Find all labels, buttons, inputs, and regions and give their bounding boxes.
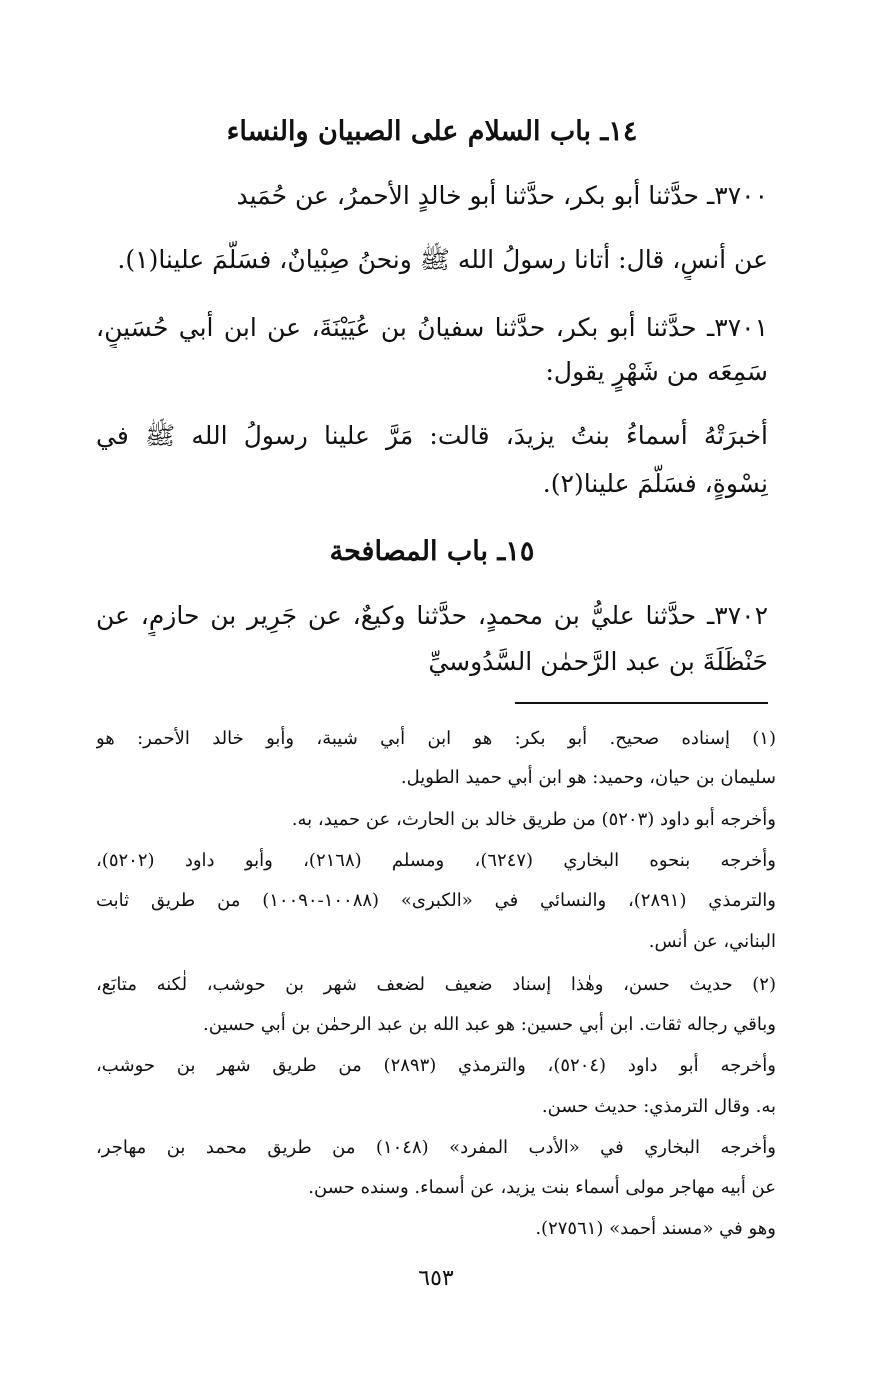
footnote-divider <box>515 702 768 704</box>
footnote-line: وأخرجه أبو داود (٥٢٠٣) من طريق خالد بن الحارث، عن حميد، به. <box>291 809 776 830</box>
chapter-heading-14: ١٤ـ باب السلام على الصبيان والنساء <box>226 116 638 147</box>
footnote-line: وهو في «مسند أحمد» (٢٧٥٦١). <box>535 1218 776 1239</box>
hadith-3702-line-1: ٣٧٠٢ـ حدَّثنا عليُّ بن محمدٍ، حدَّثنا وكيعٌ، عن جَرِير بن حازمٍ، عن <box>96 601 768 630</box>
footnote-line: (٢) حديث حسن، وهٰذا إسناد ضعيف لضعف شهر بن حوشب، لٰكنه متابَع، <box>96 974 776 995</box>
footnote-line: وأخرجه بنحوه البخاري (٦٢٤٧)، ومسلم (٢١٦٨)، وأبو داود (٥٢٠٢)، <box>96 850 776 871</box>
footnote-line: وأخرجه البخاري في «الأدب المفرد» (١٠٤٨) من طريق محمد بن مهاجر، <box>96 1137 776 1158</box>
footnote-line: والترمذي (٢٨٩١)، والنسائي في «الكبرى» (١٠٠٨٨-١٠٠٩٠) من طريق ثابت <box>96 890 776 911</box>
hadith-3700-line-2: عن أنسٍ، قال: أتانا رسولُ الله ﷺ ونحنُ صِبْيانٌ، فسَلَّمَ علينا(١). <box>117 245 768 274</box>
footnote-line: وأخرجه أبو داود (٥٢٠٤)، والترمذي (٢٨٩٣) من طريق شهر بن حوشب، <box>96 1055 776 1076</box>
chapter-heading-15: ١٥ـ باب المصافحة <box>329 536 535 567</box>
hadith-3701-line-1: ٣٧٠١ـ حدَّثنا أبو بكر، حدَّثنا سفيانُ بن عُيَيْنَةَ، عن ابن أبي حُسَينٍ، <box>96 313 768 342</box>
footnote-line: عن أبيه مهاجر مولى أسماء بنت يزيد، عن أسماء. وسنده حسن. <box>308 1177 776 1198</box>
footnote-line: به. وقال الترمذي: حديث حسن. <box>541 1096 776 1117</box>
footnote-line: وباقي رجاله ثقات. ابن أبي حسين: هو عبد الله بن عبد الرحمٰن بن أبي حسين. <box>203 1014 776 1035</box>
footnote-line: البناني، عن أنس. <box>648 931 776 952</box>
hadith-3701-line-4: نِسْوةٍ، فسَلَّمَ علينا(٢). <box>542 469 768 498</box>
hadith-3700-line-1: ٣٧٠٠ـ حدَّثنا أبو بكر، حدَّثنا أبو خالدٍ الأحمرُ، عن حُمَيد <box>236 181 768 210</box>
footnote-line: سليمان بن حيان، وحميد: هو ابن أبي حميد الطويل. <box>400 767 776 788</box>
hadith-3702-line-2: حَنْظَلَةَ بن عبد الرَّحمٰن السَّدُوسيِّ <box>428 647 768 676</box>
footnote-line: (١) إسناده صحيح. أبو بكر: هو ابن أبي شيبة، وأبو خالد الأحمر: هو <box>96 728 776 749</box>
page-number: ٦٥٣ <box>418 1266 454 1291</box>
hadith-3701-line-2: سَمِعَه من شَهْرٍ يقول: <box>545 357 768 386</box>
hadith-3701-line-3: أخبرَتْهُ أسماءُ بنتُ يزيدَ، قالت: مَرَّ علينا رسولُ الله ﷺ في <box>96 421 768 450</box>
